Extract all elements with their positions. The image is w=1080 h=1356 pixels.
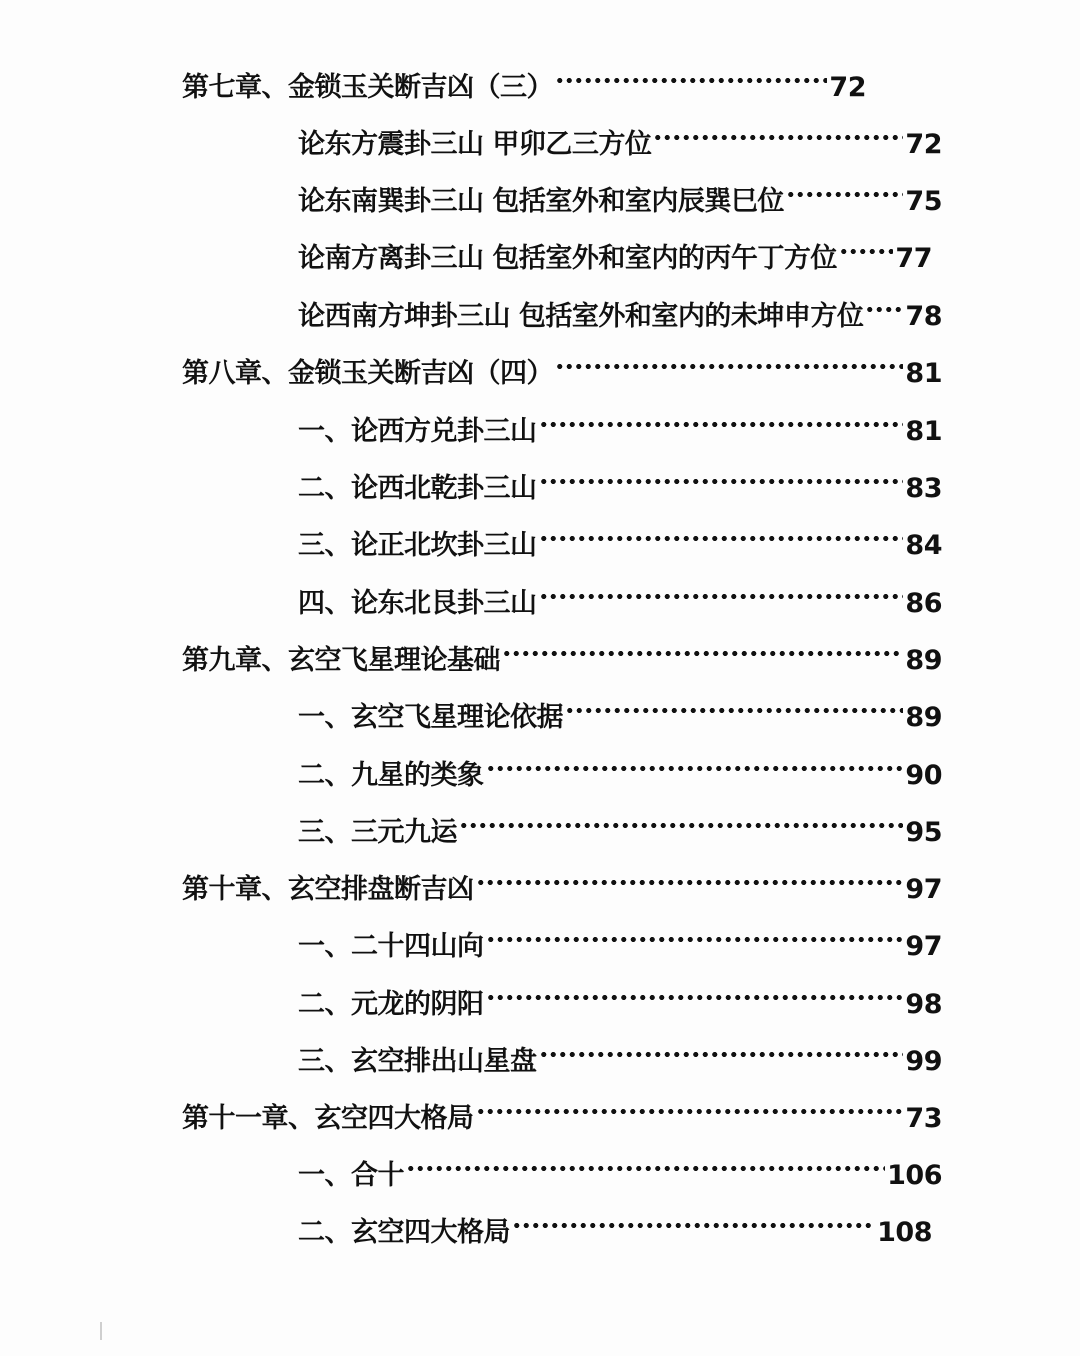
- toc-page-number: 81: [905, 358, 942, 389]
- toc-entry-section[interactable]: [298, 572, 942, 619]
- toc-entry-chapter[interactable]: [182, 858, 942, 905]
- toc-leader-dots: [502, 629, 903, 669]
- toc-leader-dots: [865, 285, 903, 325]
- toc-entry-title: 第九章、玄空飞星理论基础: [182, 645, 500, 676]
- toc-entry-section[interactable]: [298, 1144, 942, 1191]
- toc-entry-section[interactable]: [298, 400, 942, 447]
- toc-page-number: 75: [905, 186, 942, 217]
- toc-leader-dots: [476, 1087, 904, 1127]
- toc-entry-title: 一、玄空飞星理论依据: [298, 702, 563, 733]
- toc-page-number: 84: [905, 530, 942, 561]
- toc-page-number: 90: [905, 760, 942, 791]
- toc-entry-section[interactable]: [298, 113, 942, 160]
- toc-page-number: 106: [887, 1160, 942, 1191]
- toc-page-number: 97: [905, 931, 942, 962]
- toc-entry-title: 三、论正北坎卦三山: [298, 530, 537, 561]
- toc-leader-dots: [653, 113, 903, 153]
- toc-page-number: 78: [905, 301, 942, 332]
- toc-entry-section[interactable]: [298, 1201, 932, 1248]
- toc-leader-dots: [539, 1030, 904, 1070]
- toc-page-number: 83: [905, 473, 942, 504]
- toc-entry-title: 三、玄空排出山星盘: [298, 1046, 537, 1077]
- toc-leader-dots: [406, 1144, 885, 1184]
- toc-entry-section[interactable]: [298, 514, 942, 561]
- toc-entry-title: 二、元龙的阴阳: [298, 989, 484, 1020]
- toc-entry-chapter[interactable]: [182, 1087, 942, 1134]
- toc-entry-title: 二、论西北乾卦三山: [298, 473, 537, 504]
- toc-page-number: 72: [905, 129, 942, 160]
- toc-leader-dots: [486, 973, 904, 1013]
- toc-entry-chapter[interactable]: [182, 629, 942, 676]
- toc-page-number: 108: [877, 1217, 932, 1248]
- toc-leader-dots: [555, 56, 827, 96]
- toc-page-number: 86: [905, 588, 942, 619]
- toc-page-number: 73: [905, 1103, 942, 1134]
- toc-entry-title: 论南方离卦三山 包括室外和室内的丙午丁方位: [298, 243, 837, 274]
- toc-entry-title: 第七章、金锁玉关断吉凶（三）: [182, 72, 553, 103]
- toc-leader-dots: [539, 572, 904, 612]
- toc-page-number: 98: [905, 989, 942, 1020]
- toc-entry-section[interactable]: [298, 285, 942, 332]
- toc-entry-title: 第八章、金锁玉关断吉凶（四）: [182, 358, 553, 389]
- toc-entry-section[interactable]: [298, 915, 942, 962]
- toc-entry-title: 一、二十四山向: [298, 931, 484, 962]
- toc-page-number: 95: [905, 817, 942, 848]
- toc-leader-dots: [565, 686, 903, 726]
- toc-leader-dots: [539, 400, 904, 440]
- toc-leader-dots: [476, 858, 904, 898]
- toc-page-number: 89: [905, 702, 942, 733]
- toc-entry-section[interactable]: [298, 457, 942, 504]
- toc-page-number: 81: [905, 416, 942, 447]
- toc-entry-title: 二、九星的类象: [298, 760, 484, 791]
- toc-entry-title: 第十一章、玄空四大格局: [182, 1103, 474, 1134]
- toc-entry-section[interactable]: [298, 170, 942, 217]
- toc-page-number: 99: [905, 1046, 942, 1077]
- toc-entry-title: 论东方震卦三山 甲卯乙三方位: [298, 129, 652, 160]
- toc-entry-chapter[interactable]: [182, 342, 942, 389]
- toc-page-number: 77: [895, 243, 932, 274]
- toc-entry-section[interactable]: [298, 1030, 942, 1077]
- toc-leader-dots: [539, 514, 904, 554]
- toc-entry-section[interactable]: [298, 686, 942, 733]
- toc-entry-chapter[interactable]: [182, 56, 866, 103]
- toc-entry-section[interactable]: [298, 227, 932, 274]
- toc-leader-dots: [459, 801, 903, 841]
- toc-leader-dots: [512, 1201, 875, 1241]
- toc-page-number: 72: [829, 72, 866, 103]
- toc-entry-title: 论东南巽卦三山 包括室外和室内辰巽巳位: [298, 186, 784, 217]
- toc-entry-title: 一、论西方兑卦三山: [298, 416, 537, 447]
- toc-entry-title: 第十章、玄空排盘断吉凶: [182, 874, 474, 905]
- scan-mark: [100, 1322, 102, 1340]
- toc-leader-dots: [555, 342, 903, 382]
- toc-leader-dots: [786, 170, 904, 210]
- toc-leader-dots: [486, 744, 904, 784]
- toc-leader-dots: [486, 915, 904, 955]
- toc-page-number: 97: [905, 874, 942, 905]
- toc-entry-title: 二、玄空四大格局: [298, 1217, 510, 1248]
- toc-leader-dots: [539, 457, 904, 497]
- toc-entry-section[interactable]: [298, 744, 942, 791]
- toc-entry-section[interactable]: [298, 973, 942, 1020]
- toc-entry-title: 论西南方坤卦三山 包括室外和室内的未坤申方位: [298, 301, 864, 332]
- toc-leader-dots: [839, 227, 894, 267]
- toc-entry-title: 四、论东北艮卦三山: [298, 588, 537, 619]
- toc-entry-title: 三、三元九运: [298, 817, 457, 848]
- toc-entry-section[interactable]: [298, 801, 942, 848]
- toc-entry-title: 一、合十: [298, 1160, 404, 1191]
- toc-page-number: 89: [905, 645, 942, 676]
